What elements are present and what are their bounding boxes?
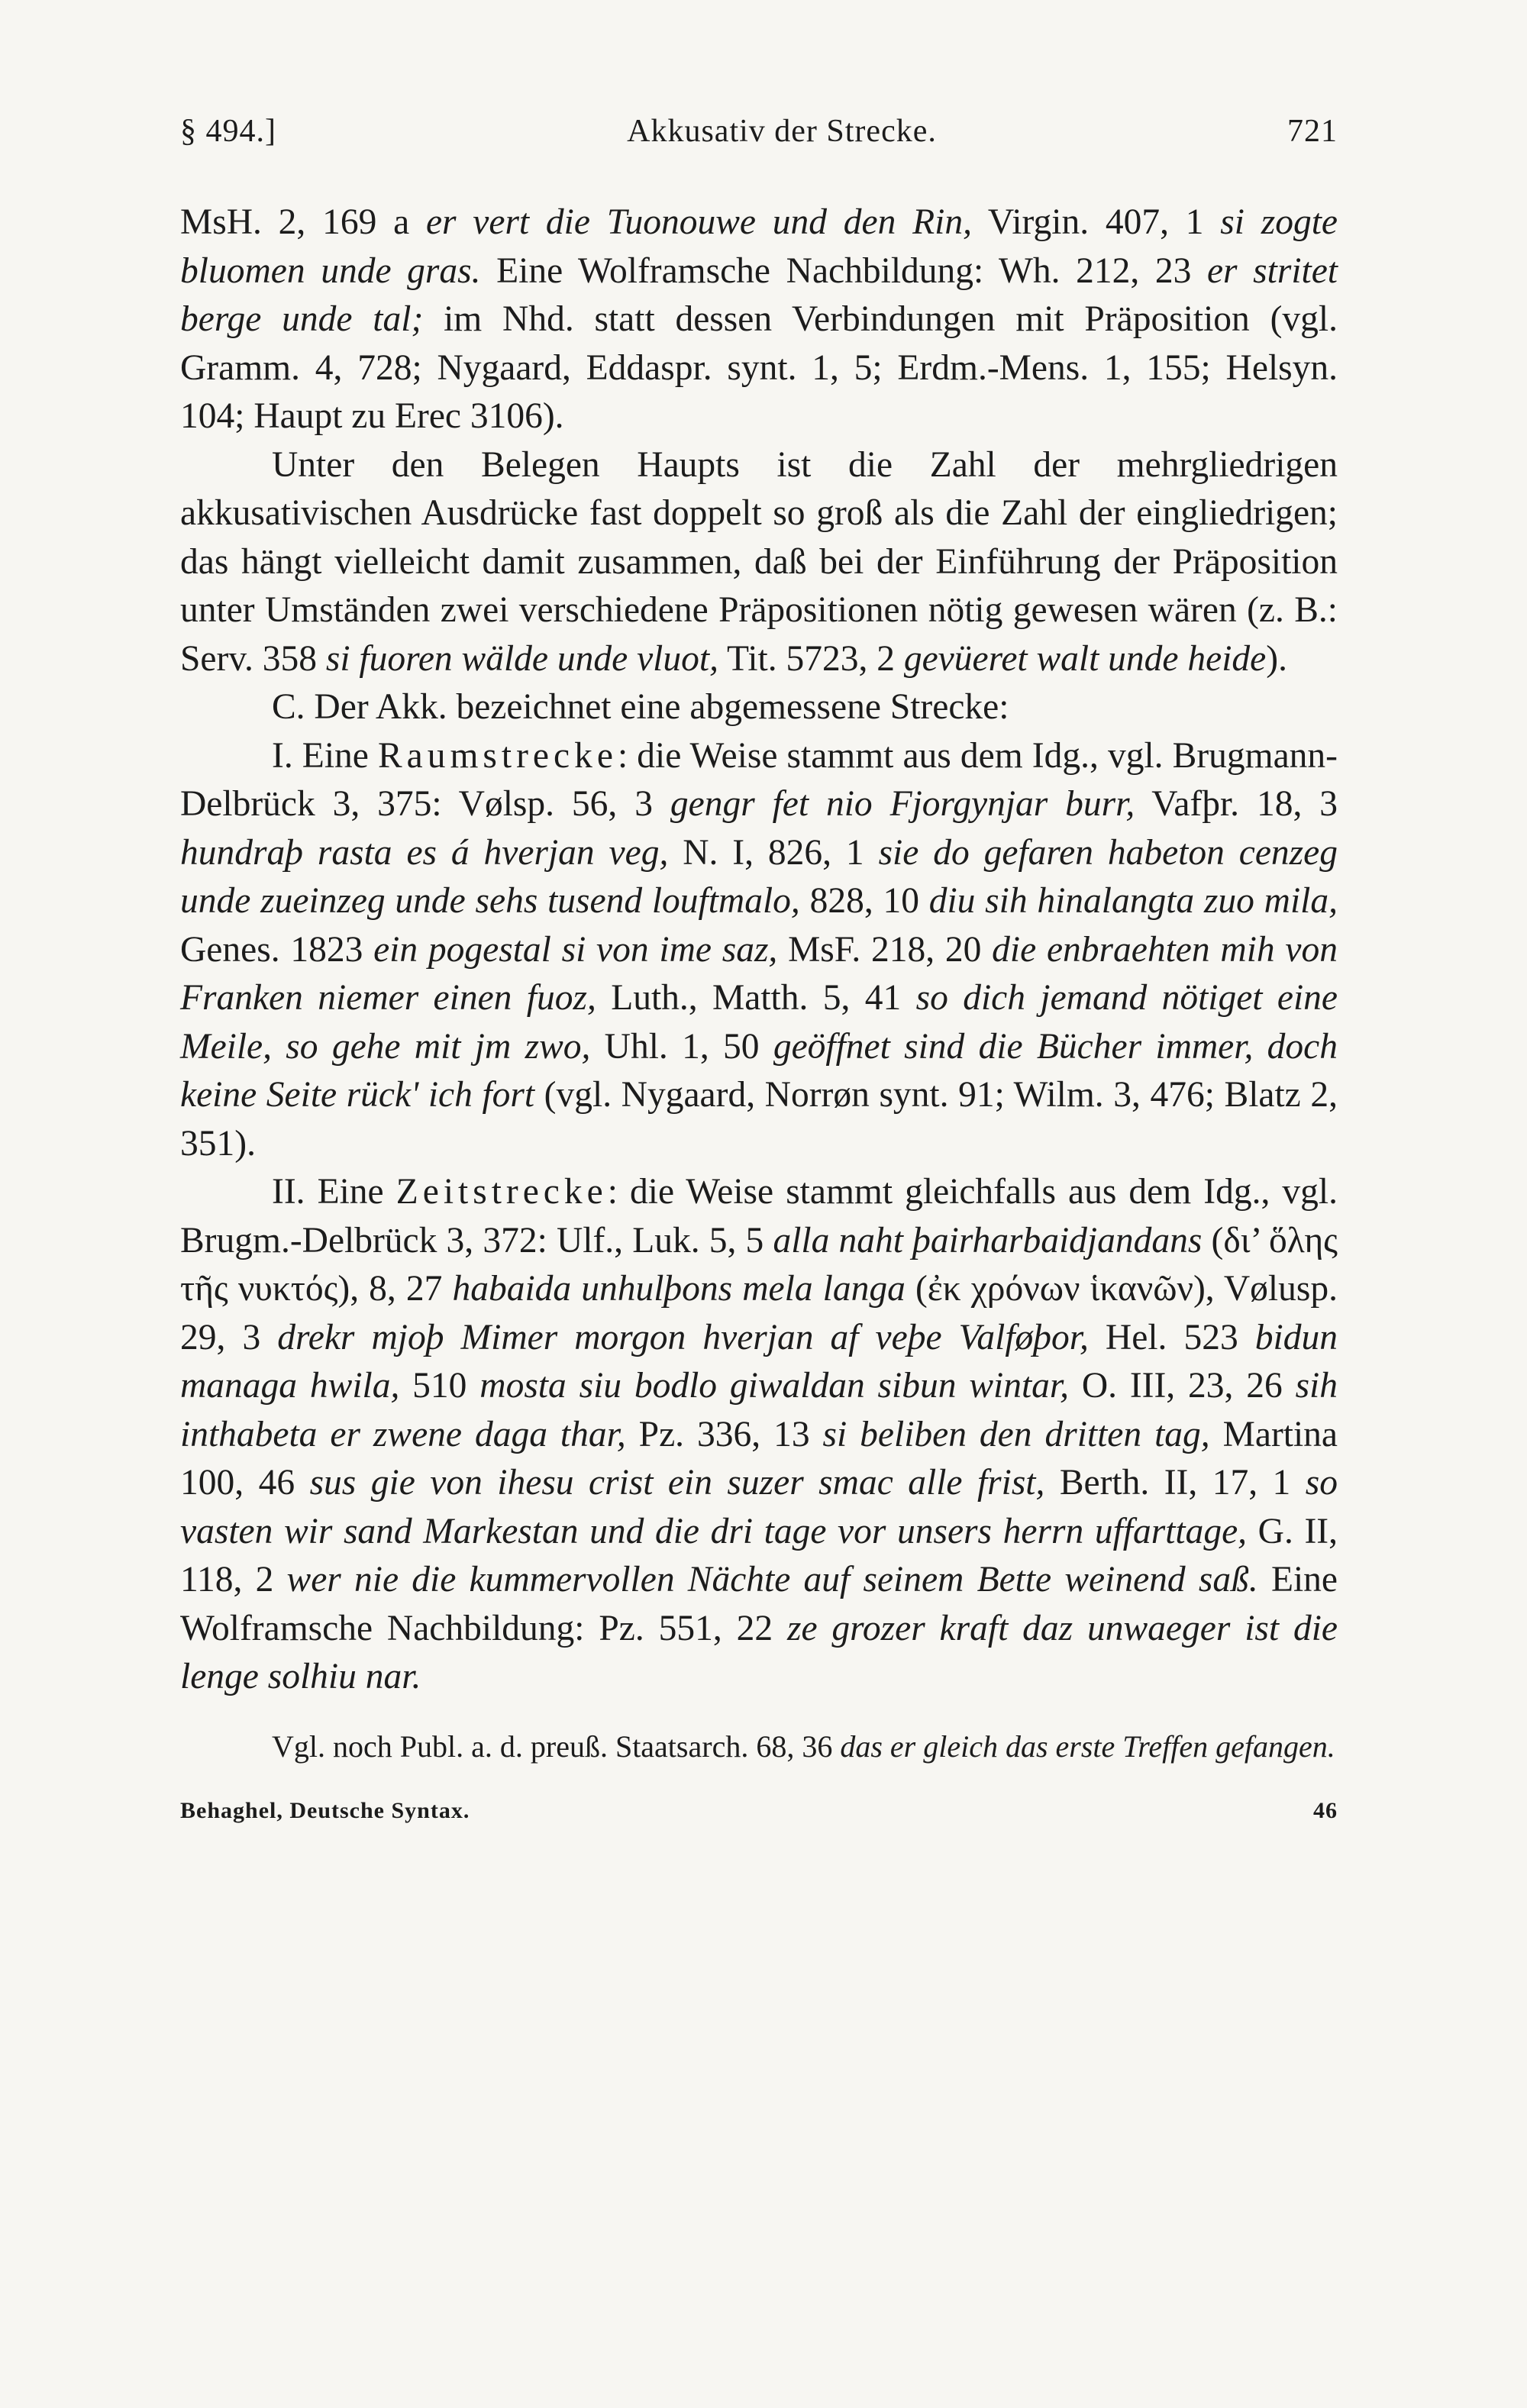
text-run: (ἐκ χρόνων ἱκανῶν), Vølusp. 29, 3: [180, 1269, 1338, 1357]
paragraph-zeitstrecke: [180, 1168, 1338, 1702]
text-run: G. II, 118, 2: [180, 1511, 1338, 1599]
text-run: : die Weise stammt aus dem Idg., vgl. Brugmann-Delbrück 3, 375: Vølsp. 56, 3: [180, 735, 1338, 824]
text-run: Berth. II, 17, 1: [1044, 1463, 1306, 1503]
text-run: Hel. 523: [1088, 1317, 1255, 1357]
footnote: [180, 1726, 1338, 1767]
italic-citation: si beliben den dritten tag,: [822, 1414, 1210, 1454]
italic-citation: sus gie von ihesu crist ein suzer smac alle frist,: [309, 1463, 1045, 1503]
text-run: Eine Wolframsche Nachbildung: Pz. 551, 22: [180, 1560, 1338, 1648]
italic-citation: geöffnet sind die Bücher immer, doch keine Seite rück' ich fort: [180, 1026, 1338, 1115]
text-run: Martina 100, 46: [180, 1414, 1338, 1503]
italic-citation: habaida unhulþons mela langa: [452, 1269, 906, 1309]
page-footer: [180, 1798, 1338, 1824]
italic-citation: gengr fet nio Fjorgynjar burr,: [670, 784, 1135, 824]
text-run: Virgin. 407, 1: [971, 202, 1221, 242]
section-heading-c: [180, 683, 1338, 732]
spaced-term: Zeitstrecke: [395, 1172, 608, 1212]
text-run: N. I, 826, 1: [668, 832, 879, 873]
italic-citation: das er gleich das erste Treffen gefangen.: [840, 1729, 1335, 1764]
text-run: Vafþr. 18, 3: [1135, 784, 1338, 824]
italic-citation: ein pogestal si von ime saz,: [373, 929, 778, 970]
text-run: Luth., Matth. 5, 41: [596, 978, 916, 1018]
section-number: § 494.]: [180, 114, 276, 149]
italic-citation: wer nie die kummervollen Nächte auf seinem Bette weinend saß.: [286, 1560, 1258, 1599]
paragraph: [180, 199, 1338, 441]
italic-citation: die enbraehten mih von Franken niemer einen fuoz,: [180, 929, 1338, 1018]
paragraph-raumstrecke: [180, 732, 1338, 1169]
text-run: Genes. 1823: [180, 929, 374, 970]
text-run: Tit. 5723, 2: [718, 638, 904, 679]
text-run: I. Eine: [272, 735, 378, 776]
text-run: C. Der Akk. bezeichnet eine abgemessene Strecke:: [272, 687, 1009, 727]
italic-citation: bidun managa hwila,: [180, 1317, 1338, 1406]
text-run: ).: [1266, 638, 1287, 679]
italic-citation: gevüeret walt unde heide: [903, 638, 1267, 679]
italic-citation: er stritet berge unde tal;: [180, 250, 1338, 339]
italic-citation: so dich jemand nötiget eine Meile, so gehe mit jm zwo,: [180, 978, 1338, 1067]
italic-citation: diu sih hinalangta zuo mila,: [928, 881, 1338, 921]
text-run: Vgl. noch Publ. a. d. preuß. Staatsarch. 68, 36: [272, 1729, 841, 1764]
italic-citation: alla naht þairharbaidjandans: [773, 1220, 1203, 1260]
italic-citation: ze grozer kraft daz unwaeger ist die lenge solhiu nar.: [180, 1608, 1338, 1696]
italic-citation: er vert die Tuonouwe und den Rin,: [425, 202, 972, 242]
body-text: [180, 199, 1338, 1702]
running-header: [180, 113, 1338, 159]
text-run: im Nhd. statt dessen Verbindungen mit Präposition (vgl. Gramm. 4, 728; Nygaard, Eddaspr. synt. 1, 5; Erdm.-Mens. 1, 155; Helsyn. 104; Haupt zu Erec 3106).: [180, 299, 1338, 436]
page: [180, 113, 1338, 1824]
footer-signature: 46: [1313, 1797, 1338, 1823]
text-run: Pz. 336, 13: [625, 1414, 823, 1454]
italic-citation: sie do gefaren habeton cenzeg unde zueinzeg unde sehs tusend louftmalo,: [180, 832, 1338, 921]
text-run: 510: [399, 1366, 480, 1406]
text-run: Uhl. 1, 50: [590, 1026, 773, 1067]
italic-citation: hundraþ rasta es á hverjan veg,: [180, 832, 669, 873]
text-run: MsF. 218, 20: [777, 929, 993, 970]
text-run: (vgl. Nygaard, Norrøn synt. 91; Wilm. 3, 476; Blatz 2, 351).: [180, 1075, 1338, 1164]
text-run: Unter den Belegen Haupts ist die Zahl der mehrgliedrigen akkusativischen Ausdrücke fast doppelt so groß als die Zahl der eingliedrigen; das hängt vielleicht damit zusammen, daß bei der Einführung der Präposition unter Umständen zwei verschiedene Präpositionen nötig gewesen wären (z. B.: Serv. 358: [180, 444, 1338, 679]
text-run: O. III, 23, 26: [1069, 1366, 1296, 1406]
text-run: 828, 10: [799, 881, 929, 921]
italic-citation: si fuoren wälde unde vluot,: [325, 638, 718, 679]
page-number: 721: [1287, 114, 1338, 149]
text-run: Eine Wolframsche Nachbildung: Wh. 212, 23: [480, 250, 1207, 291]
text-run: MsH. 2, 169 a: [180, 202, 426, 242]
spaced-term: Raumstrecke: [377, 735, 618, 776]
text-run: : die Weise stammt gleichfalls aus dem Idg., vgl. Brugm.-Delbrück 3, 372: Ulf., Luk. 5, 5: [180, 1172, 1338, 1260]
paragraph: [180, 441, 1338, 684]
text-run: II. Eine: [272, 1172, 396, 1212]
text-run: (δι’ ὅλης τῆς νυκτός), 8, 27: [180, 1220, 1338, 1309]
italic-citation: mosta siu bodlo giwaldan sibun wintar,: [479, 1366, 1069, 1406]
italic-citation: drekr mjoþ Mimer morgon hverjan af veþe Valføþor,: [277, 1317, 1089, 1357]
footer-author: Behaghel, Deutsche Syntax.: [180, 1797, 470, 1823]
running-title: Akkusativ der Strecke.: [627, 114, 937, 149]
italic-citation: si zogte bluomen unde gras.: [180, 202, 1338, 291]
italic-citation: so vasten wir sand Markestan und die dri tage vor unsers herrn uffarttage,: [180, 1463, 1338, 1551]
italic-citation: sih inthabeta er zwene daga thar,: [180, 1366, 1338, 1454]
